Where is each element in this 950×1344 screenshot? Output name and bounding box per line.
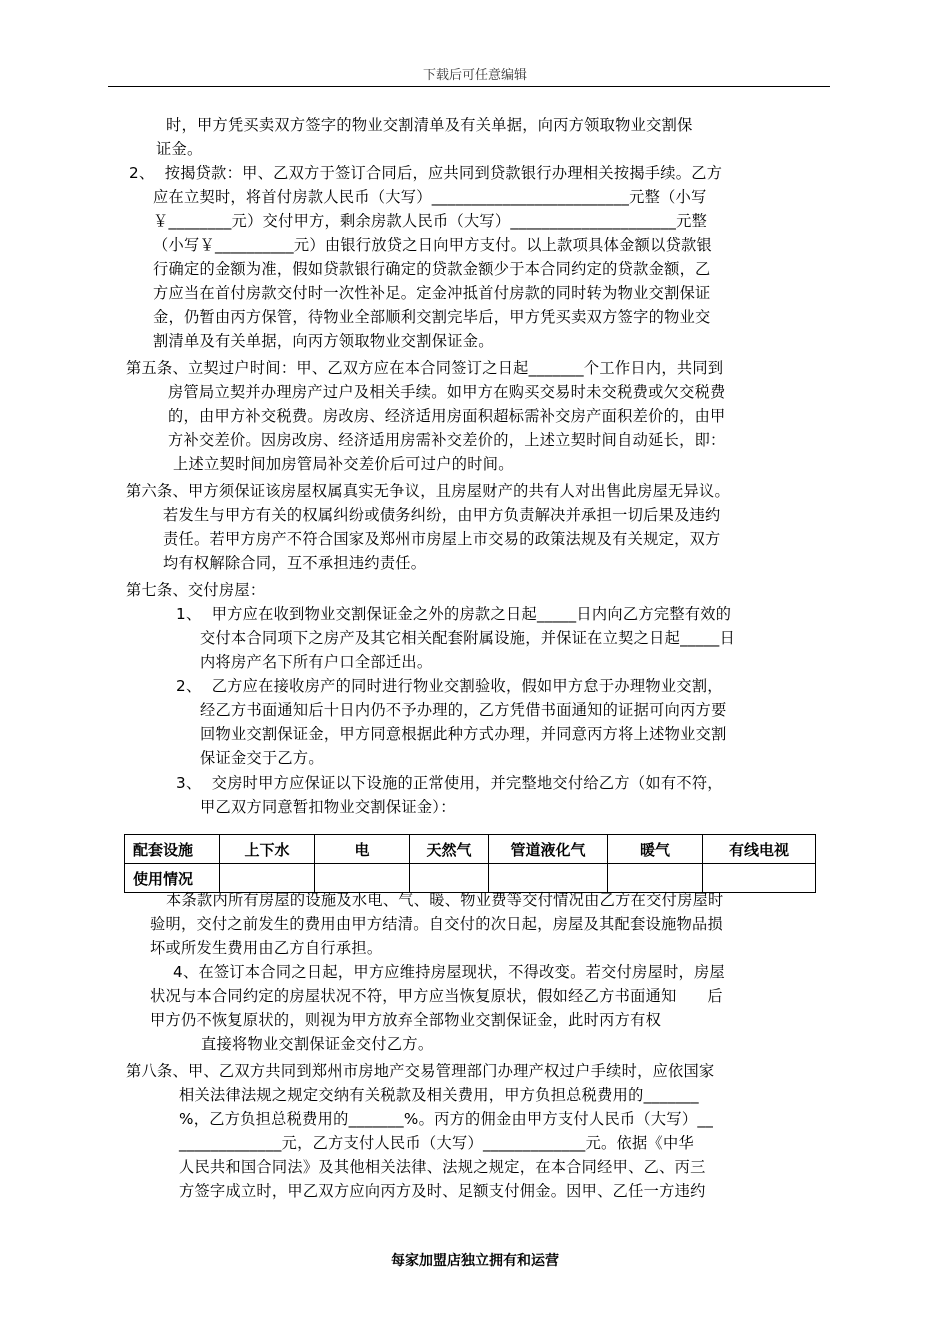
text-line: 甲方仍不恢复原状的，则视为甲方放弃全部物业交割保证金，此时丙方有权 bbox=[150, 1011, 662, 1029]
text-line: 行确定的金额为准，假如贷款银行确定的贷款金额少于本合同约定的贷款金额，乙 bbox=[153, 260, 711, 278]
text-line: 第七条、交付房屋： bbox=[126, 581, 266, 599]
text-line: 经乙方书面通知后十日内仍不予办理的，乙方凭借书面通知的证据可向丙方要 bbox=[200, 701, 727, 719]
table-cell bbox=[220, 864, 315, 893]
text-line: 第五条、立契过户时间：甲、乙双方应在本合同签订之日起_______个工作日内，共同到 bbox=[126, 359, 724, 377]
text-line: 2、 按揭贷款：甲、乙双方于签订合同后，应共同到贷款银行办理相关按揭手续。乙方 bbox=[129, 164, 723, 182]
facilities-table bbox=[124, 834, 816, 893]
text-line: 甲乙双方同意暂扣物业交割保证金）： bbox=[200, 798, 456, 816]
text-line: 割清单及有关单据，向丙方领取物业交割保证金。 bbox=[153, 332, 494, 350]
table-cell: 暖气 bbox=[608, 835, 703, 864]
text-line: 验明，交付之前发生的费用由甲方结清。自交付的次日起，房屋及其配套设施物品损 bbox=[150, 915, 724, 933]
text-line: ￥________元）交付甲方，剩余房款人民币（大写）_____________________元整 bbox=[153, 212, 708, 230]
text-line: 方应当在首付房款交付时一次性补足。定金冲抵首付房款的同时转为物业交割保证 bbox=[153, 284, 711, 302]
text-line: （小写￥__________元）由银行放贷之日向甲方支付。以上款项具体金额以贷款银 bbox=[153, 236, 713, 254]
page-footer: 每家加盟店独立拥有和运营 bbox=[391, 1253, 559, 1269]
text-line: 坏或所发生费用由乙方自行承担。 bbox=[150, 939, 383, 957]
text-line: _____________元，乙方支付人民币（大写）_____________元。依据《中华 bbox=[179, 1134, 694, 1152]
text-line: 第八条、甲、乙双方共同到郑州市房地产交易管理部门办理产权过户手续时，应依国家 bbox=[126, 1062, 715, 1080]
text-line: 第六条、甲方须保证该房屋权属真实无争议，且房屋财产的共有人对出售此房屋无异议。 bbox=[126, 482, 731, 500]
text-line: 保证金交于乙方。 bbox=[200, 749, 324, 767]
table-cell: 配套设施 bbox=[125, 835, 220, 864]
table-cell bbox=[703, 864, 816, 893]
text-line: 直接将物业交割保证金交付乙方。 bbox=[201, 1035, 434, 1053]
table-cell: 使用情况 bbox=[125, 864, 220, 893]
text-line: 时，甲方凭买卖双方签字的物业交割清单及有关单据，向丙方领取物业交割保 bbox=[166, 116, 693, 134]
header-rule bbox=[108, 86, 830, 87]
table-row bbox=[125, 864, 816, 893]
text-line: 相关法律法规之规定交纳有关税款及相关费用，甲方负担总税费用的_______ bbox=[179, 1086, 699, 1104]
table-cell: 电 bbox=[315, 835, 410, 864]
table-cell bbox=[608, 864, 703, 893]
text-line: 内将房产名下所有户口全部迁出。 bbox=[200, 653, 433, 671]
table-cell: 管道液化气 bbox=[489, 835, 608, 864]
text-line: 1、 甲方应在收到物业交割保证金之外的房款之日起_____日内向乙方完整有效的 bbox=[176, 605, 732, 623]
text-line: %，乙方负担总税费用的_______%。丙方的佣金由甲方支付人民币（大写）__ bbox=[179, 1110, 714, 1128]
text-line: 回物业交割保证金，甲方同意根据此种方式办理，并同意丙方将上述物业交割 bbox=[200, 725, 727, 743]
text-line: 4、在签订本合同之日起，甲方应维持房屋现状，不得改变。若交付房屋时，房屋 bbox=[173, 963, 726, 981]
text-line: 责任。若甲方房产不符合国家及郑州市房屋上市交易的政策法规及有关规定，双方 bbox=[163, 530, 721, 548]
text-line: 的，由甲方补交税费。房改房、经济适用房面积超标需补交房产面积差价的，由甲 bbox=[168, 407, 726, 425]
text-line: 金，仍暂由丙方保管，待物业全部顺利交割完毕后，甲方凭买卖双方签字的物业交 bbox=[153, 308, 711, 326]
page-header: 下载后可任意编辑 bbox=[422, 68, 527, 83]
text-line: 证金。 bbox=[156, 140, 203, 158]
table-cell: 天然气 bbox=[410, 835, 489, 864]
text-line: 方签字成立时，甲乙双方应向丙方及时、足额支付佣金。因甲、乙任一方违约 bbox=[179, 1182, 706, 1200]
text-line: 3、 交房时甲方应保证以下设施的正常使用，并完整地交付给乙方（如有不符， bbox=[176, 774, 723, 792]
table-cell: 上下水 bbox=[220, 835, 315, 864]
table-cell bbox=[315, 864, 410, 893]
text-line: 交付本合同项下之房产及其它相关配套附属设施，并保证在立契之日起_____日 bbox=[200, 629, 736, 647]
text-line: 2、 乙方应在接收房产的同时进行物业交割验收，假如甲方怠于办理物业交割， bbox=[176, 677, 723, 695]
text-line: 方补交差价。因房改房、经济适用房需补交差价的，上述立契时间自动延长，即： bbox=[168, 431, 726, 449]
text-line: 人民共和国合同法》及其他相关法律、法规之规定，在本合同经甲、乙、丙三 bbox=[179, 1158, 706, 1176]
table-header-row bbox=[125, 835, 816, 864]
text-line: 均有权解除合同，互不承担违约责任。 bbox=[163, 554, 427, 572]
text-line: 上述立契时间加房管局补交差价后可过户的时间。 bbox=[173, 455, 514, 473]
text-line: 应在立契时，将首付房款人民币（大写）_________________________元整（小写 bbox=[153, 188, 707, 206]
text-line: 若发生与甲方有关的权属纠纷或债务纠纷，由甲方负责解决并承担一切后果及违约 bbox=[163, 506, 721, 524]
table-cell: 有线电视 bbox=[703, 835, 816, 864]
table-cell bbox=[489, 864, 608, 893]
text-line: 本条款内所有房屋的设施及水电、气、暖、物业费等交付情况由乙方在交付房屋时 bbox=[166, 891, 724, 909]
text-line: 房管局立契并办理房产过户及相关手续。如甲方在购买交易时未交税费或欠交税费 bbox=[168, 383, 726, 401]
text-line: 状况与本合同约定的房屋状况不符，甲方应当恢复原状，假如经乙方书面通知 后 bbox=[150, 987, 723, 1005]
table-cell bbox=[410, 864, 489, 893]
